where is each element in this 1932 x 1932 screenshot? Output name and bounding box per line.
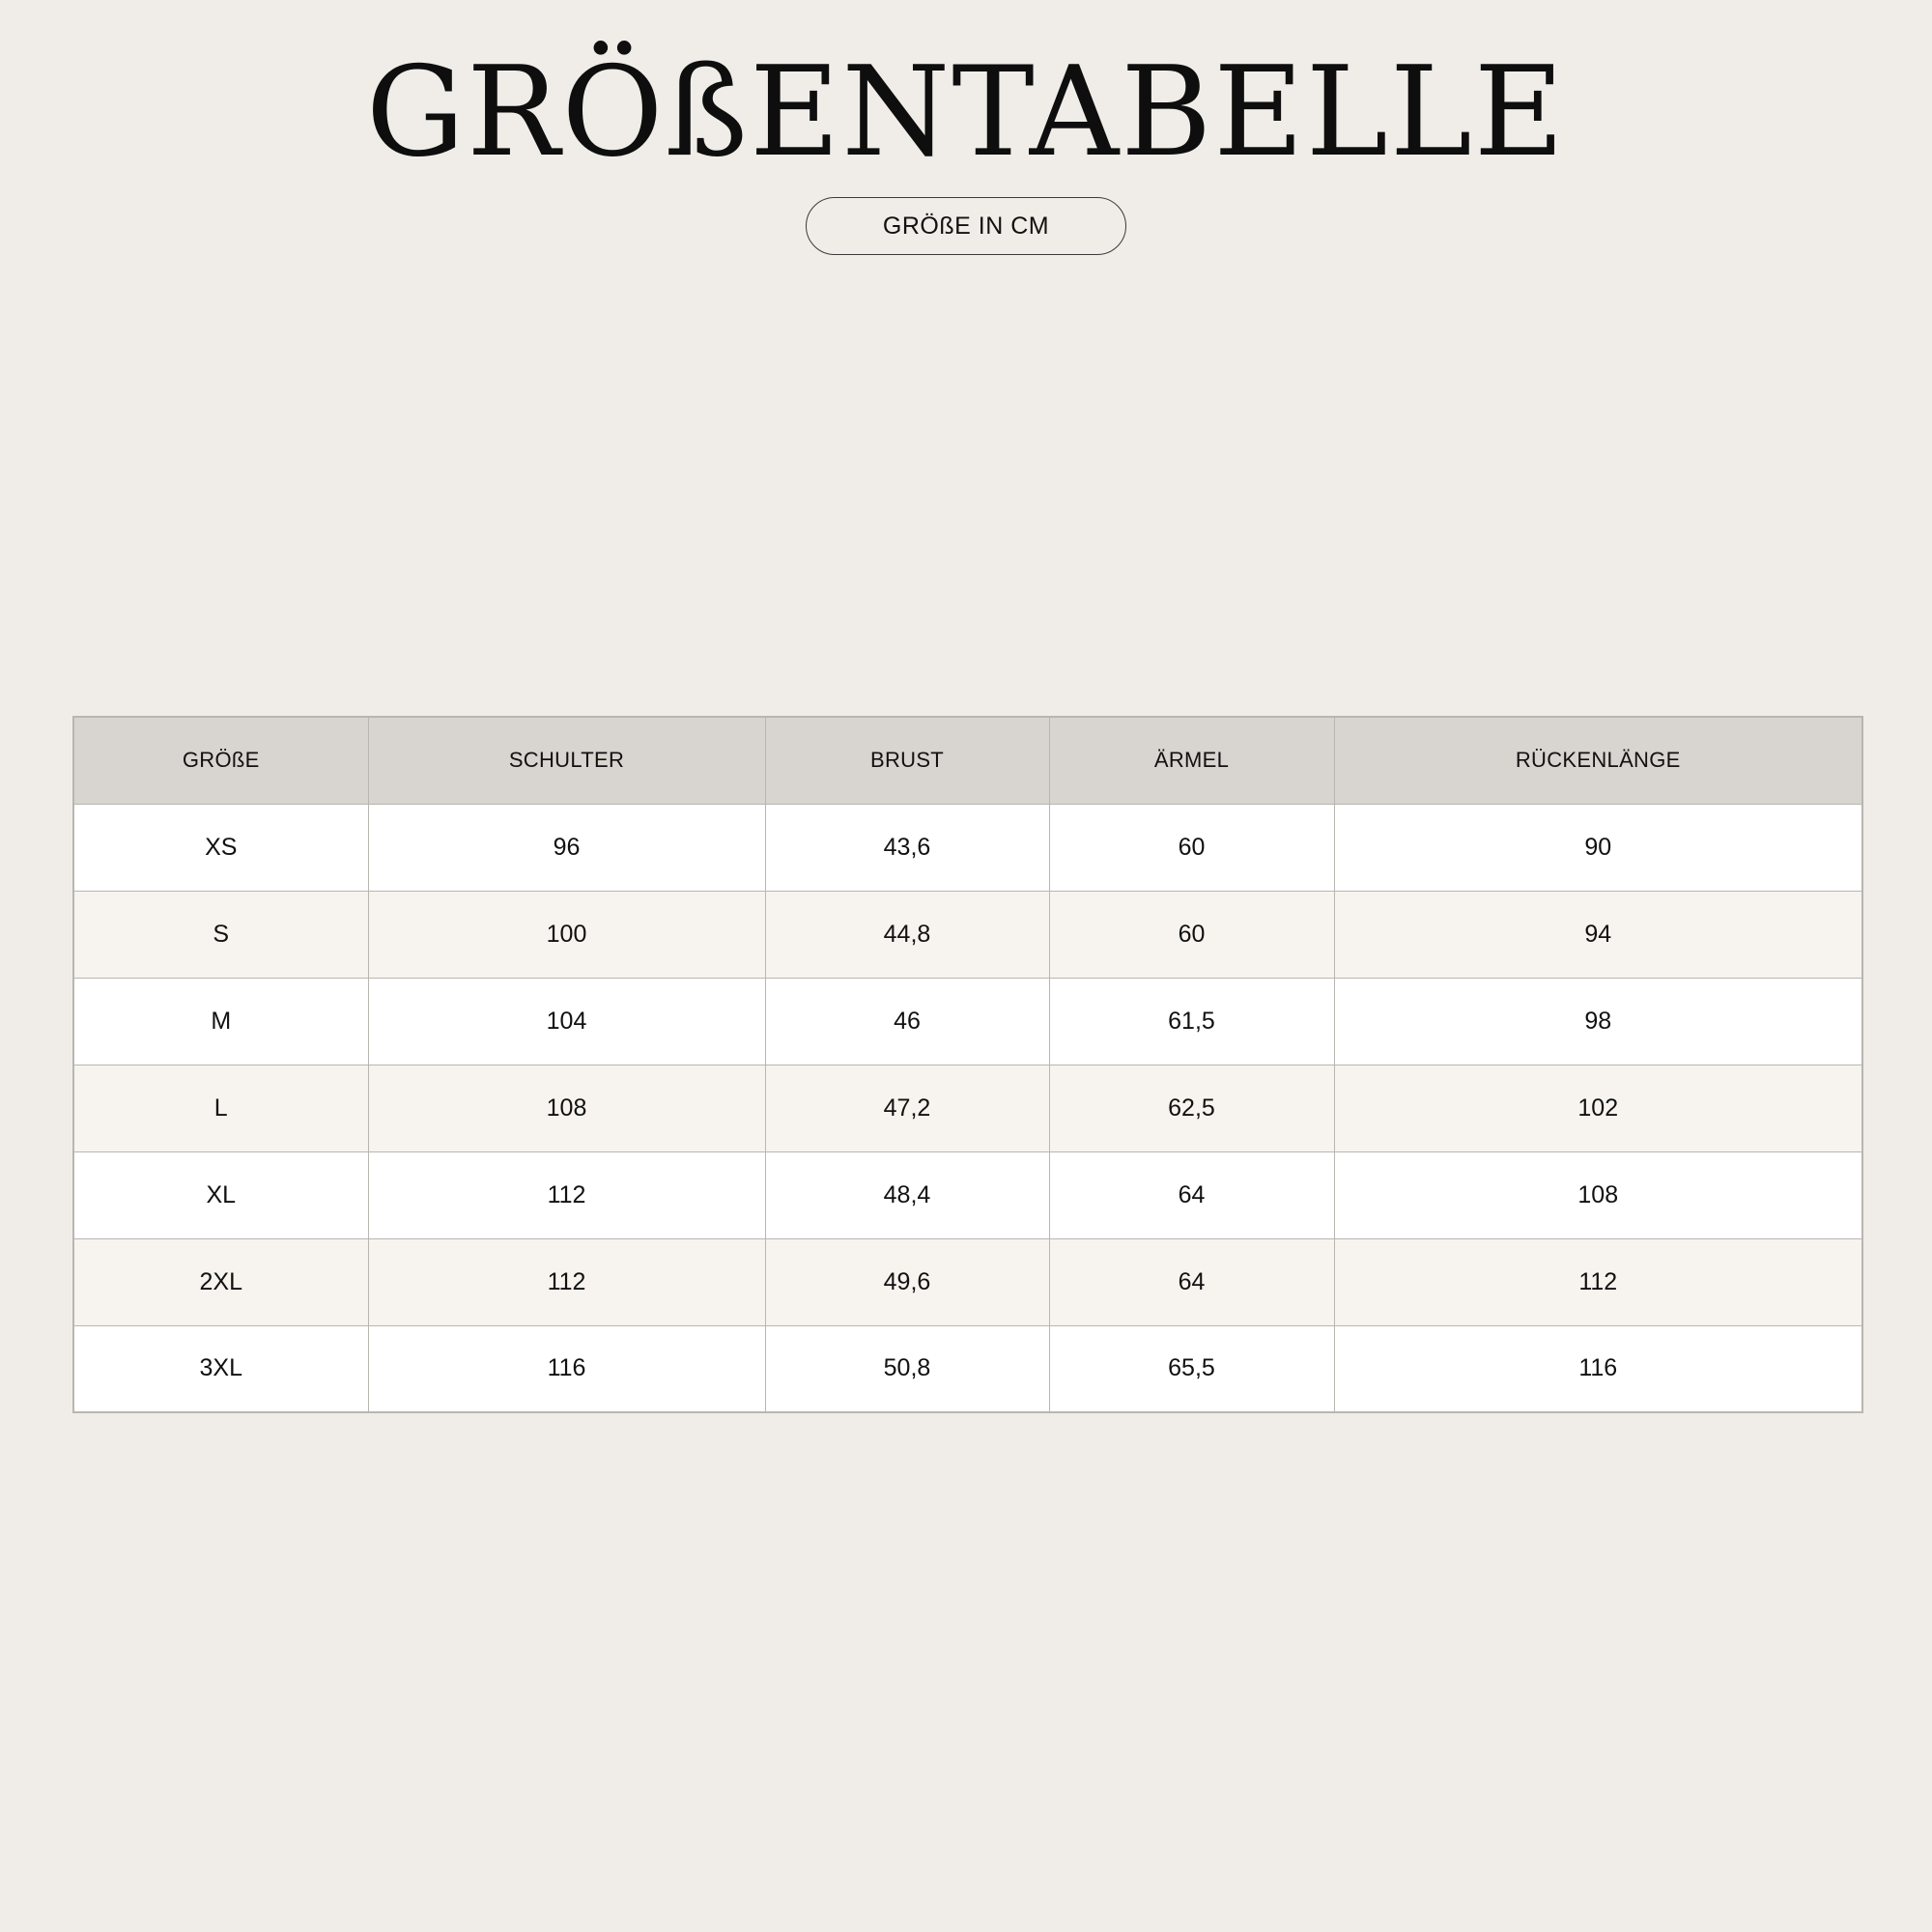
cell-shoulder: 112 [368,1238,765,1325]
table-row [73,1238,1862,1325]
cell-back-length: 94 [1334,891,1862,978]
cell-chest: 46 [765,978,1049,1065]
cell-chest: 49,6 [765,1238,1049,1325]
cell-size: XL [73,1151,368,1238]
table-row [73,1325,1862,1412]
cell-back-length: 102 [1334,1065,1862,1151]
cell-chest: 48,4 [765,1151,1049,1238]
cell-shoulder: 116 [368,1325,765,1412]
cell-shoulder: 108 [368,1065,765,1151]
cell-size: 3XL [73,1325,368,1412]
table-row [73,1151,1862,1238]
cell-shoulder: 96 [368,804,765,891]
unit-badge-label: GRÖßE IN CM [882,212,1050,240]
cell-sleeve: 61,5 [1049,978,1334,1065]
table-row [73,804,1862,891]
column-header-back-length: RÜCKENLÄNGE [1334,717,1862,804]
page-title: GRÖßENTABELLE [365,41,1567,185]
cell-size: XS [73,804,368,891]
table-row [73,891,1862,978]
cell-size: L [73,1065,368,1151]
cell-size: S [73,891,368,978]
cell-size: M [73,978,368,1065]
size-chart-table [72,716,1863,1413]
column-header-size: GRÖßE [73,717,368,804]
cell-sleeve: 60 [1049,804,1334,891]
cell-chest: 44,8 [765,891,1049,978]
table-header-row [73,717,1862,804]
column-header-chest: BRUST [765,717,1049,804]
cell-sleeve: 65,5 [1049,1325,1334,1412]
cell-shoulder: 100 [368,891,765,978]
cell-back-length: 112 [1334,1238,1862,1325]
cell-chest: 43,6 [765,804,1049,891]
cell-back-length: 90 [1334,804,1862,891]
cell-back-length: 108 [1334,1151,1862,1238]
cell-shoulder: 112 [368,1151,765,1238]
cell-chest: 47,2 [765,1065,1049,1151]
cell-sleeve: 64 [1049,1238,1334,1325]
cell-sleeve: 62,5 [1049,1065,1334,1151]
cell-shoulder: 104 [368,978,765,1065]
column-header-sleeve: ÄRMEL [1049,717,1334,804]
table-row [73,978,1862,1065]
cell-chest: 50,8 [765,1325,1049,1412]
table-row [73,1065,1862,1151]
cell-sleeve: 60 [1049,891,1334,978]
cell-back-length: 116 [1334,1325,1862,1412]
cell-sleeve: 64 [1049,1151,1334,1238]
cell-back-length: 98 [1334,978,1862,1065]
unit-badge [806,197,1126,255]
column-header-shoulder: SCHULTER [368,717,765,804]
cell-size: 2XL [73,1238,368,1325]
